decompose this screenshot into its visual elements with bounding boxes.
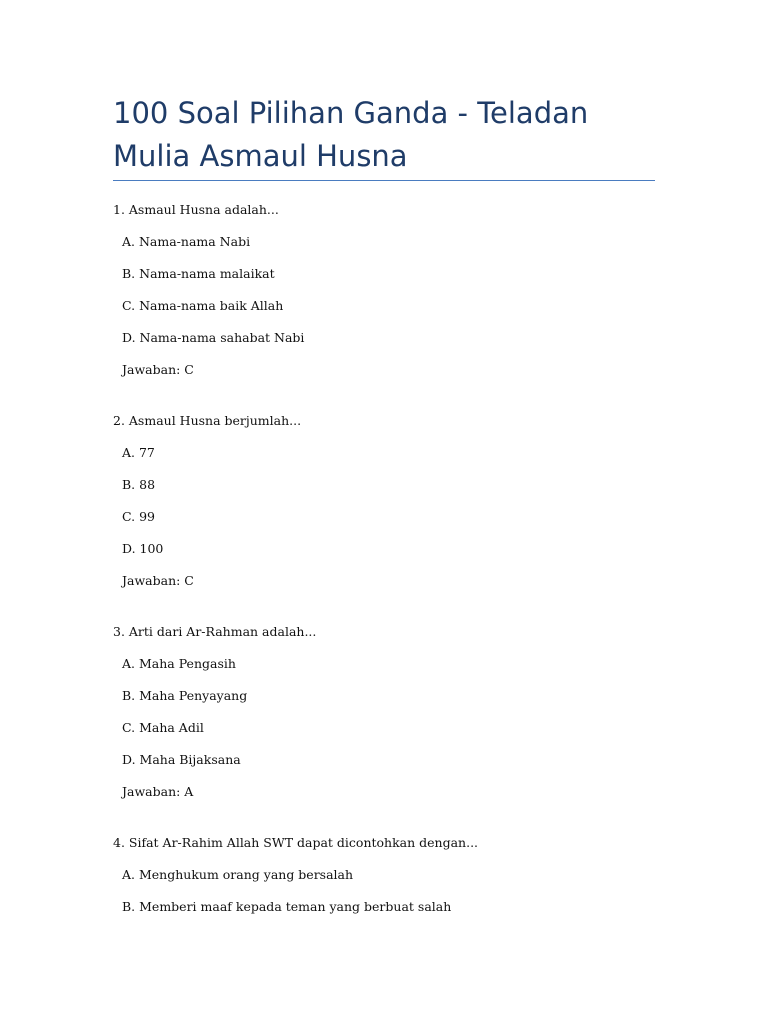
option-a: A. Menghukum orang yang bersalah xyxy=(122,867,354,882)
document-title: 100 Soal Pilihan Ganda - Teladan Mulia Asmaul Husna xyxy=(113,96,589,173)
answer-line: Jawaban: C xyxy=(122,573,194,588)
option-c: C. Nama-nama baik Allah xyxy=(122,298,284,313)
question-4 xyxy=(113,833,673,929)
option-a: A. Maha Pengasih xyxy=(122,656,236,671)
option-d: D. Maha Bijaksana xyxy=(122,752,241,767)
option-c: C. Maha Adil xyxy=(122,720,204,735)
option-b: B. Memberi maaf kepada teman yang berbuat salah xyxy=(122,899,452,914)
question-3 xyxy=(113,622,673,814)
question-list xyxy=(113,200,673,948)
answer-line: Jawaban: A xyxy=(122,784,194,799)
question-text: 1. Asmaul Husna adalah... xyxy=(113,202,279,217)
option-d: D. 100 xyxy=(122,541,164,556)
answer-line: Jawaban: C xyxy=(122,362,194,377)
question-1 xyxy=(113,200,673,392)
option-a: A. 77 xyxy=(122,445,155,460)
question-2 xyxy=(113,411,673,603)
option-d: D. Nama-nama sahabat Nabi xyxy=(122,330,305,345)
question-text: 2. Asmaul Husna berjumlah... xyxy=(113,413,302,428)
question-text: 4. Sifat Ar-Rahim Allah SWT dapat dicontohkan dengan... xyxy=(113,835,479,850)
option-b: B. 88 xyxy=(122,477,156,492)
option-a: A. Nama-nama Nabi xyxy=(122,234,251,249)
title-underline xyxy=(113,180,655,181)
option-c: C. 99 xyxy=(122,509,155,524)
question-text: 3. Arti dari Ar-Rahman adalah... xyxy=(113,624,317,639)
option-b: B. Nama-nama malaikat xyxy=(122,266,275,281)
option-b: B. Maha Penyayang xyxy=(122,688,248,703)
